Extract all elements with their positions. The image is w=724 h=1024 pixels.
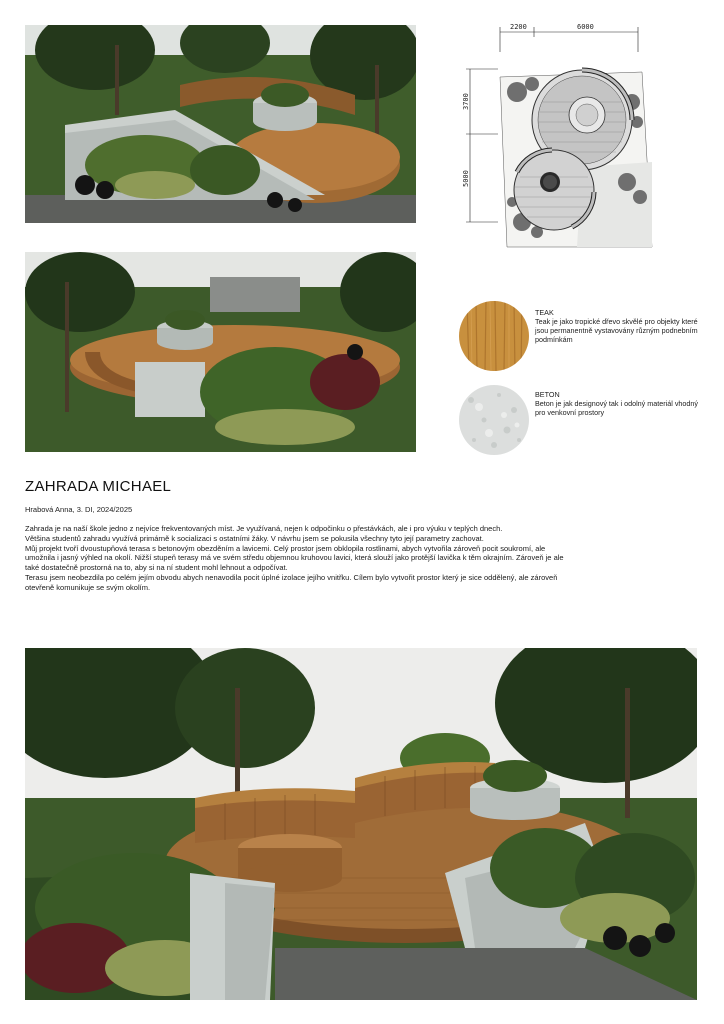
dim-left-upper: 3700 [462,93,470,110]
teak-swatch [459,301,529,371]
description-paragraph: Můj projekt tvoří dvoustupňová terasa s betonovým obezděním a lavicemi. Celý prostor jsem obklopila rostlinami, abych vytvořila zároveň pocit soukromí, ale umožnila i jasný výhled na okolí. Nižší stupeň terasy má ve svém středu objemnou kruhovou lavici, která slouží jako protější lavička k těm okrajním. Zároveň je ale také dostatečně prostorná na to, aby si na ní student mohl lehnout a odpočívat. [25,543,564,573]
description-paragraph: Terasu jsem neobezdila po celém jejím obvodu abych nenavodila pocit úplné izolace jejího vnitřku. Cílem bylo vytvořit prostor který je sice oddělený, ale zároveň otevřeně komunikuje se svým okolím. [25,572,558,592]
beton-name: BETON [535,390,560,399]
beton-text: Beton je jak designový tak i odolný materiál vhodný pro venkovní prostory [535,399,699,417]
render-view-1 [25,25,416,223]
dim-top-left: 2200 [510,23,527,31]
beton-swatch [459,385,529,455]
project-author: Hrabová Anna, 3. DI, 2024/2025 [25,505,133,514]
teak-text: Teak je jako tropické dřevo skvělé pro objekty které jsou permanentně vystavovány různým podnebním podmínkám [535,317,698,344]
dim-top-right: 6000 [577,23,594,31]
project-description [25,524,570,593]
render-view-main [25,648,697,1000]
description-paragraph: Většina studentů zahradu využívá primárně k socializaci s ostatními žáky. V návrhu jsem se pokusila všechny tyto její parametry zachovat. [25,533,484,543]
project-title: ZAHRADA MICHAEL [25,478,172,495]
teak-description [535,308,705,344]
teak-name: TEAK [535,308,554,317]
render-view-2 [25,252,416,452]
site-plan [462,22,672,252]
dim-left-lower: 5000 [462,170,470,187]
description-paragraph: Zahrada je na naší škole jedno z nejvíce frekventovaných míst. Je využívaná, nejen k odpočinku o přestávkách, ale i pro výuku v teplých dnech. [25,524,503,533]
beton-description [535,390,705,417]
